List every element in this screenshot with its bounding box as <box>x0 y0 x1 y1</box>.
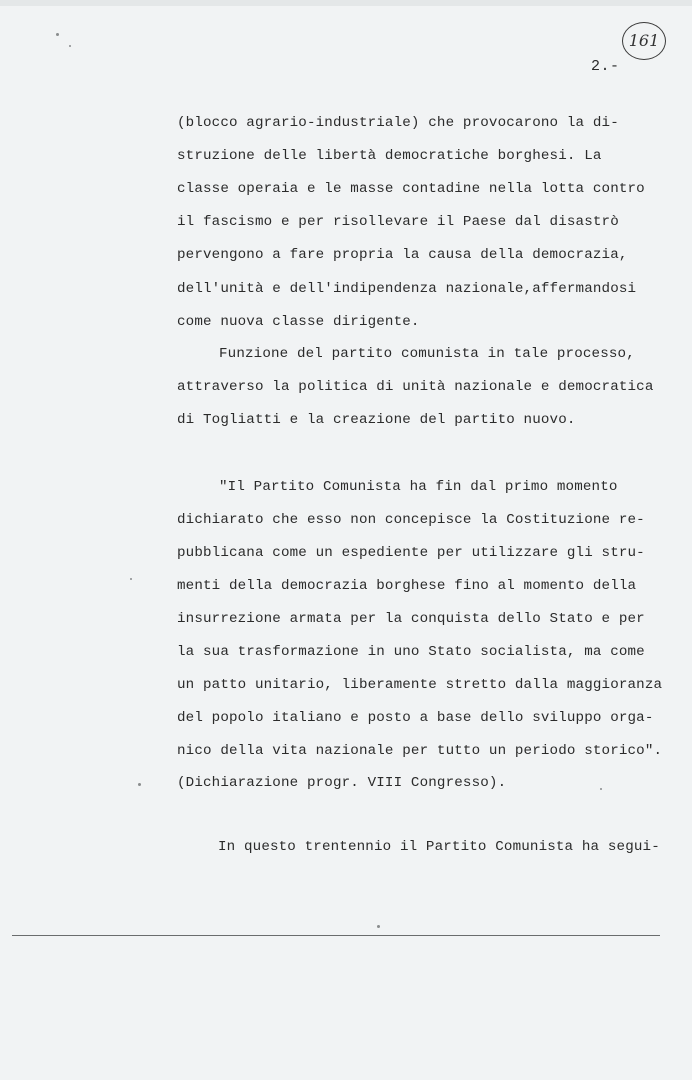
text-line: di Togliatti e la creazione del partito nuovo. <box>177 412 576 428</box>
text-line: struzione delle libertà democratiche borghesi. La <box>177 148 602 164</box>
text-line: come nuova classe dirigente. <box>177 314 420 330</box>
text-line: Funzione del partito comunista in tale processo, <box>219 346 635 362</box>
paper-speck <box>377 925 380 928</box>
archive-number-stamp: 161 <box>622 22 666 60</box>
quote-line: menti della democrazia borghese fino al momento della <box>177 578 637 594</box>
paper-speck <box>130 578 132 580</box>
text-line: (blocco agrario-industriale) che provocarono la di- <box>177 115 619 131</box>
quote-line: dichiarato che esso non concepisce la Costituzione re- <box>177 512 645 528</box>
text-line: pervengono a fare propria la causa della democrazia, <box>177 247 628 263</box>
quote-line: nico della vita nazionale per tutto un periodo storico". <box>177 743 663 759</box>
quote-line: la sua trasformazione in uno Stato socialista, ma come <box>177 644 645 660</box>
text-line: attraverso la politica di unità nazionale e democratica <box>177 379 654 395</box>
page-number: 2.- <box>591 58 620 75</box>
paper-speck <box>69 45 71 47</box>
quote-line: un patto unitario, liberamente stretto dalla maggioranza <box>177 677 663 693</box>
text-line: dell'unità e dell'indipendenza nazionale,affermandosi <box>177 281 637 297</box>
paper-speck <box>56 33 59 36</box>
quote-line: insurrezione armata per la conquista dello Stato e per <box>177 611 645 627</box>
page-bottom-rule <box>12 935 660 936</box>
quote-line: "Il Partito Comunista ha fin dal primo momento <box>219 479 618 495</box>
text-line: il fascismo e per risollevare il Paese dal disastrò <box>177 214 619 230</box>
page-top-edge <box>0 0 692 6</box>
text-line: classe operaia e le masse contadine nella lotta contro <box>177 181 645 197</box>
text-line: In questo trentennio il Partito Comunista ha segui- <box>218 839 660 855</box>
paper-speck <box>600 788 602 790</box>
quote-source: (Dichiarazione progr. VIII Congresso). <box>177 775 507 791</box>
quote-line: pubblicana come un espediente per utilizzare gli stru- <box>177 545 645 561</box>
paper-speck <box>138 783 141 786</box>
quote-line: del popolo italiano e posto a base dello sviluppo orga- <box>177 710 654 726</box>
